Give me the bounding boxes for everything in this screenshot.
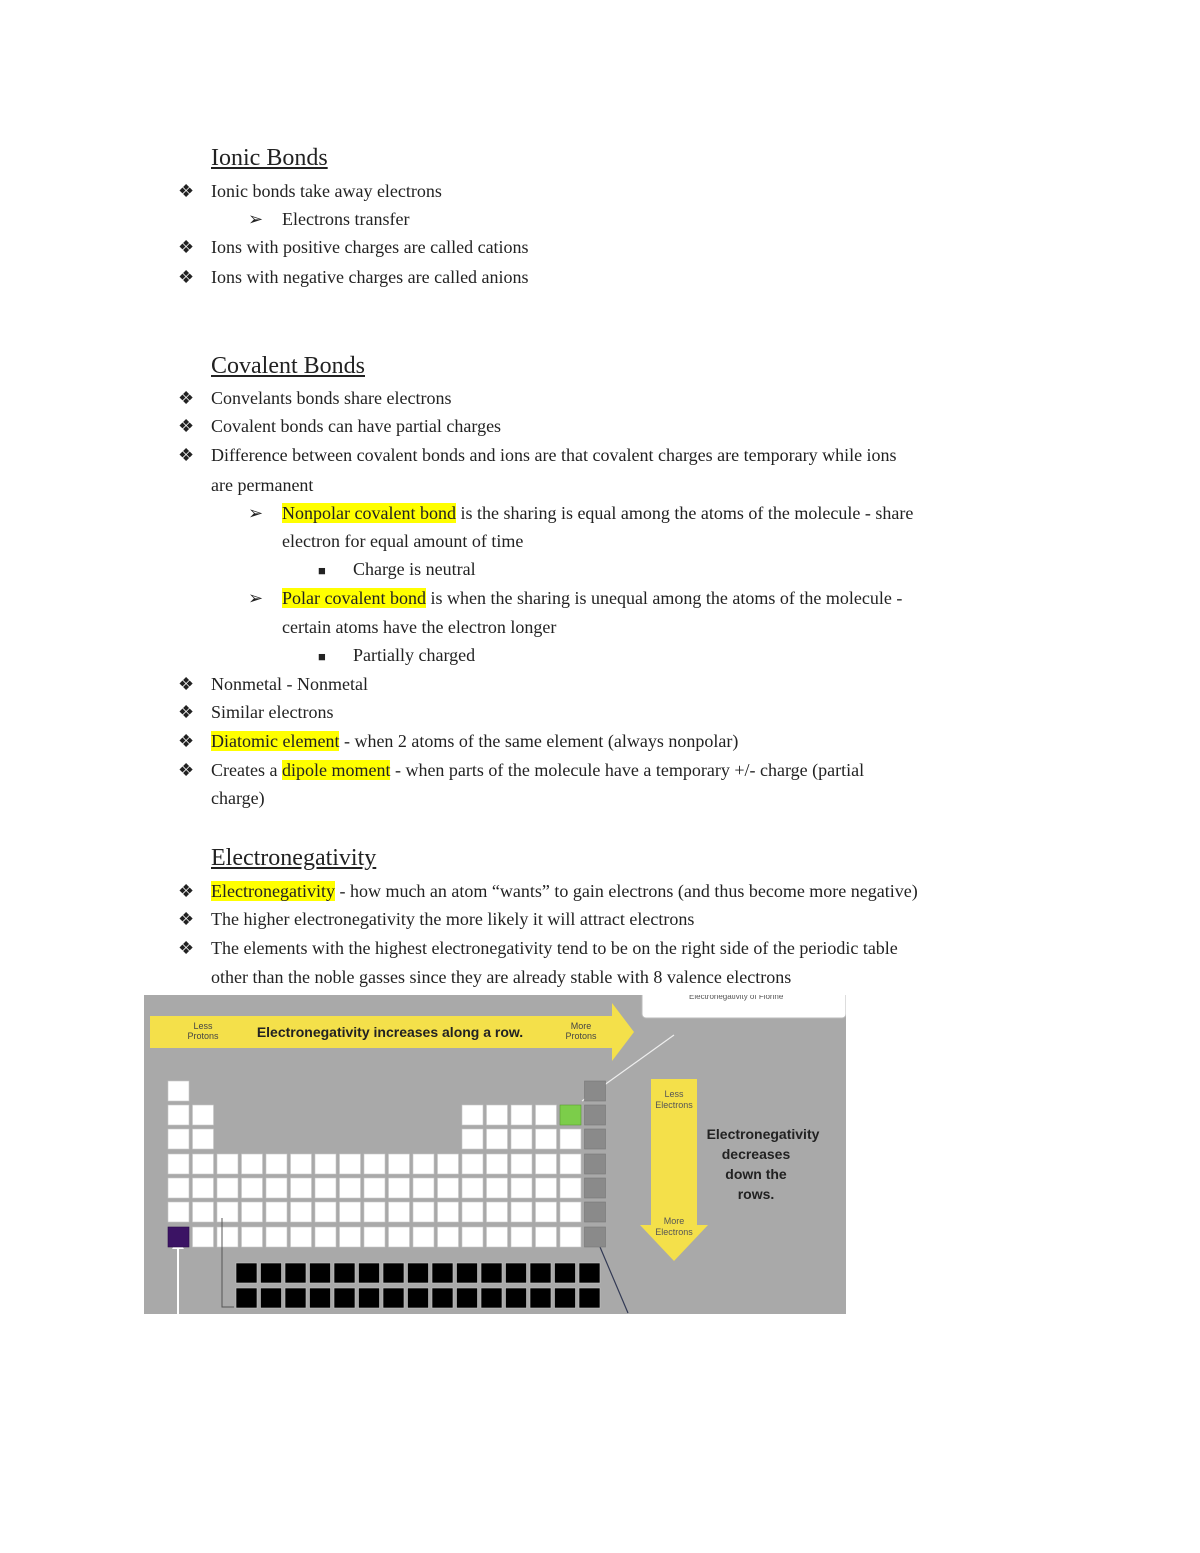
- diamond-bullet-icon: ❖: [178, 237, 195, 257]
- element-cell: [438, 1227, 459, 1247]
- element-cell: [462, 1202, 483, 1222]
- column-caption-1: Electronegativity: [706, 1126, 820, 1142]
- element-cell: [555, 1263, 576, 1283]
- element-cell: [383, 1288, 404, 1308]
- diamond-bullet-icon: ❖: [178, 267, 195, 287]
- list-item-continuation: other than the noble gasses since they are already stable with 8 valence electrons: [211, 967, 792, 987]
- element-cell: [536, 1178, 557, 1198]
- element-cell: [266, 1227, 287, 1247]
- element-cell: [413, 1178, 434, 1198]
- element-cell: [555, 1288, 576, 1308]
- list-item: ➢ Nonpolar covalent bond is the sharing is equal among the atoms of the molecule - share: [248, 503, 914, 523]
- element-cell: [242, 1178, 263, 1198]
- element-cell: [413, 1227, 434, 1247]
- element-cell: [340, 1154, 361, 1174]
- covalent-heading: Covalent Bonds: [211, 353, 365, 379]
- diamond-bullet-icon: ❖: [178, 909, 195, 929]
- element-cell: [291, 1154, 312, 1174]
- element-cell: [193, 1105, 214, 1125]
- diamond-bullet-icon: ❖: [178, 881, 195, 901]
- diamond-bullet-icon: ❖: [178, 416, 195, 436]
- diamond-bullet-icon: ❖: [178, 702, 195, 722]
- list-item: ❖ Similar electrons: [178, 702, 334, 722]
- arrow-bullet-icon: ➢: [248, 209, 264, 229]
- element-cell: [217, 1227, 238, 1247]
- element-cell: [315, 1178, 336, 1198]
- list-item: ❖ Diatomic element - when 2 atoms of the same element (always nonpolar): [178, 731, 739, 751]
- element-cell: [560, 1129, 581, 1149]
- element-cell: [579, 1288, 600, 1308]
- row-arrow-right-2: Protons: [565, 1031, 597, 1041]
- element-cell: [315, 1202, 336, 1222]
- element-cell: [334, 1288, 355, 1308]
- element-cell: [560, 1202, 581, 1222]
- list-item: ❖ Electronegativity - how much an atom “wants” to gain electrons (and thus become more negative): [178, 881, 918, 901]
- periodic-table-figure: [144, 995, 846, 1314]
- element-cell: [560, 1154, 581, 1174]
- element-cell: [291, 1227, 312, 1247]
- element-cell: [340, 1178, 361, 1198]
- element-cell: [462, 1129, 483, 1149]
- diamond-bullet-icon: ❖: [178, 938, 195, 958]
- element-cell: [481, 1263, 502, 1283]
- element-cell: [242, 1227, 263, 1247]
- element-cell: [340, 1202, 361, 1222]
- element-cell: [168, 1129, 189, 1149]
- highlight-term: Polar covalent bond: [282, 588, 426, 608]
- element-cell: [585, 1154, 606, 1174]
- diamond-bullet-icon: ❖: [178, 731, 195, 751]
- element-cell: [340, 1227, 361, 1247]
- element-cell: [560, 1227, 581, 1247]
- element-cell: [266, 1178, 287, 1198]
- list-item: ❖ Covalent bonds can have partial charges: [178, 416, 502, 436]
- element-cell: [536, 1105, 557, 1125]
- element-cell: [432, 1263, 453, 1283]
- element-cell: [334, 1263, 355, 1283]
- arrow-bullet-icon: ➢: [248, 503, 264, 523]
- highlight-term: Electronegativity: [211, 881, 335, 901]
- element-cell: [242, 1202, 263, 1222]
- element-cell: [462, 1227, 483, 1247]
- element-cell: [511, 1178, 532, 1198]
- list-item: ➢ Polar covalent bond is when the sharing is unequal among the atoms of the molecule -: [248, 588, 903, 608]
- arrow-bullet-icon: ➢: [248, 588, 264, 608]
- column-arrow-top-1: Less: [664, 1089, 684, 1099]
- element-cell: [217, 1178, 238, 1198]
- element-cell: [359, 1288, 380, 1308]
- element-cell: [457, 1288, 478, 1308]
- element-cell: [432, 1288, 453, 1308]
- column-arrow-bottom-2: Electrons: [655, 1227, 693, 1237]
- element-cell: [585, 1105, 606, 1125]
- element-cell: [364, 1202, 385, 1222]
- element-cell: [389, 1227, 410, 1247]
- element-cell: [530, 1288, 551, 1308]
- column-arrow-top-2: Electrons: [655, 1100, 693, 1110]
- electronegativity-heading: Electronegativity: [211, 845, 377, 871]
- top-card: [642, 995, 846, 1018]
- row-arrow-left-1: Less: [193, 1021, 213, 1031]
- list-item: ❖ Ionic bonds take away electrons: [178, 181, 442, 201]
- element-cell: [408, 1288, 429, 1308]
- element-cell: [261, 1288, 282, 1308]
- element-cell: [536, 1227, 557, 1247]
- list-item: ■ Charge is neutral: [318, 557, 476, 583]
- element-cell: [560, 1178, 581, 1198]
- element-cell: [266, 1154, 287, 1174]
- element-cell: [193, 1202, 214, 1222]
- element-cell: [266, 1202, 287, 1222]
- element-cell: [511, 1202, 532, 1222]
- element-cell: [487, 1178, 508, 1198]
- element-cell: [389, 1178, 410, 1198]
- element-cell: [408, 1263, 429, 1283]
- element-cell: [364, 1178, 385, 1198]
- element-cell: [511, 1227, 532, 1247]
- list-item: ❖ Creates a dipole moment - when parts of the molecule have a temporary +/- charge (partial: [178, 760, 865, 780]
- list-item: ❖ Nonmetal - Nonmetal: [178, 674, 368, 694]
- element-cell: [585, 1227, 606, 1247]
- element-cell: [585, 1178, 606, 1198]
- list-item: ➢ Electrons transfer: [248, 209, 410, 229]
- element-cell: [481, 1288, 502, 1308]
- element-cell: [242, 1154, 263, 1174]
- element-cell: [168, 1227, 189, 1247]
- element-cell: [413, 1202, 434, 1222]
- square-bullet-icon: ■: [318, 649, 326, 664]
- element-cell: [536, 1154, 557, 1174]
- element-cell: [389, 1154, 410, 1174]
- element-cell: [261, 1263, 282, 1283]
- element-cell: [291, 1178, 312, 1198]
- list-item-continuation: are permanent: [211, 475, 314, 495]
- list-item: ❖ Ions with negative charges are called anions: [178, 267, 529, 287]
- element-cell: [462, 1154, 483, 1174]
- element-cell: [462, 1105, 483, 1125]
- element-cell: [193, 1129, 214, 1149]
- element-cell: [462, 1178, 483, 1198]
- list-item-continuation: certain atoms have the electron longer: [282, 617, 557, 637]
- element-cell: [285, 1288, 306, 1308]
- element-cell: [291, 1202, 312, 1222]
- element-cell: [193, 1178, 214, 1198]
- diamond-bullet-icon: ❖: [178, 181, 195, 201]
- element-cell: [560, 1105, 581, 1125]
- element-cell: [168, 1154, 189, 1174]
- list-item: ❖ The higher electronegativity the more likely it will attract electrons: [178, 909, 695, 929]
- row-arrow-text: Electronegativity increases along a row.: [256, 1024, 524, 1040]
- list-item: ❖ Ions with positive charges are called cations: [178, 237, 529, 257]
- list-item: ❖ Difference between covalent bonds and ions are that covalent charges are temporary while ions: [178, 445, 897, 465]
- list-item-continuation: charge): [211, 788, 265, 808]
- element-cell: [315, 1154, 336, 1174]
- element-cell: [285, 1263, 306, 1283]
- element-cell: [438, 1154, 459, 1174]
- list-item: ❖ Convelants bonds share electrons: [178, 388, 452, 408]
- element-cell: [193, 1227, 214, 1247]
- element-cell: [579, 1263, 600, 1283]
- top-card-text: Electronegativity of Florine: [689, 995, 784, 1001]
- element-cell: [487, 1154, 508, 1174]
- row-arrow-left-2: Protons: [187, 1031, 219, 1041]
- element-cell: [364, 1154, 385, 1174]
- element-cell: [236, 1288, 257, 1308]
- element-cell: [383, 1263, 404, 1283]
- column-caption-4: rows.: [737, 1186, 775, 1202]
- element-cell: [457, 1263, 478, 1283]
- column-caption-2: decreases: [721, 1146, 791, 1162]
- element-cell: [168, 1105, 189, 1125]
- element-cell: [506, 1263, 527, 1283]
- element-cell: [193, 1154, 214, 1174]
- element-cell: [413, 1154, 434, 1174]
- element-cell: [168, 1081, 189, 1101]
- highlight-term: dipole moment: [281, 760, 391, 780]
- element-cell: [438, 1202, 459, 1222]
- column-arrow-bottom-1: More: [663, 1216, 685, 1226]
- element-cell: [585, 1202, 606, 1222]
- element-cell: [506, 1288, 527, 1308]
- highlight-term: Nonpolar covalent bond: [282, 503, 456, 523]
- element-cell: [364, 1227, 385, 1247]
- diamond-bullet-icon: ❖: [178, 760, 195, 780]
- element-cell: [310, 1288, 331, 1308]
- list-item-continuation: electron for equal amount of time: [282, 531, 524, 551]
- element-cell: [585, 1081, 606, 1101]
- element-cell: [168, 1202, 189, 1222]
- element-cell: [487, 1129, 508, 1149]
- element-cell: [487, 1202, 508, 1222]
- element-cell: [217, 1154, 238, 1174]
- element-cell: [217, 1202, 238, 1222]
- element-cell: [236, 1263, 257, 1283]
- element-cell: [389, 1202, 410, 1222]
- list-item: ❖ The elements with the highest electronegativity tend to be on the right side of the periodic table: [178, 938, 898, 958]
- element-cell: [536, 1202, 557, 1222]
- diamond-bullet-icon: ❖: [178, 445, 195, 465]
- list-item: ■ Partially charged: [318, 643, 475, 669]
- element-cell: [315, 1227, 336, 1247]
- diamond-bullet-icon: ❖: [178, 674, 195, 694]
- row-arrow-right-1: More: [570, 1021, 592, 1031]
- element-cell: [530, 1263, 551, 1283]
- element-cell: [438, 1178, 459, 1198]
- element-cell: [487, 1105, 508, 1125]
- element-cell: [168, 1178, 189, 1198]
- element-cell: [511, 1129, 532, 1149]
- diamond-bullet-icon: ❖: [178, 388, 195, 408]
- element-cell: [536, 1129, 557, 1149]
- ionic-heading: Ionic Bonds: [211, 145, 328, 171]
- element-cell: [511, 1105, 532, 1125]
- highlight-term: Diatomic element: [211, 731, 340, 751]
- element-cell: [487, 1227, 508, 1247]
- element-cell: [585, 1129, 606, 1149]
- element-cell: [310, 1263, 331, 1283]
- column-caption-3: down the: [725, 1166, 787, 1182]
- element-cell: [359, 1263, 380, 1283]
- element-cell: [511, 1154, 532, 1174]
- square-bullet-icon: ■: [318, 563, 326, 578]
